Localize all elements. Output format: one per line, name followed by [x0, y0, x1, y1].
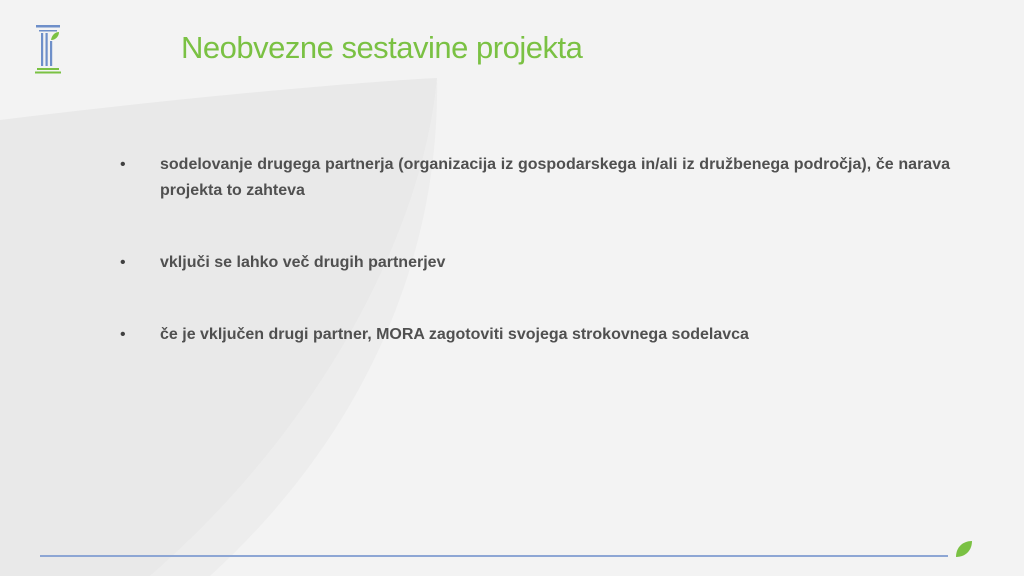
footer-divider: [40, 555, 948, 557]
bullet-dot: •: [120, 156, 126, 173]
bullet-dot: •: [120, 254, 126, 271]
leaf-icon: [954, 539, 974, 559]
column-with-leaf-icon: [34, 24, 62, 74]
bullet-list: [120, 152, 950, 348]
bullet-text: sodelovanje drugega partnerja (organizacija iz gospodarskega in/ali iz družbenega področja), če narava projekta to zahteva: [160, 156, 950, 199]
bullet-item: [120, 322, 950, 348]
bullet-text: vključi se lahko več drugih partnerjev: [160, 254, 446, 271]
bullet-text: če je vključen drugi partner, MORA zagotoviti svojega strokovnega sodelavca: [160, 326, 749, 343]
slide-title: Neobvezne sestavine projekta: [181, 30, 583, 65]
bullet-dot: •: [120, 326, 126, 343]
bullet-item: [120, 152, 950, 204]
bullet-item: [120, 250, 950, 276]
